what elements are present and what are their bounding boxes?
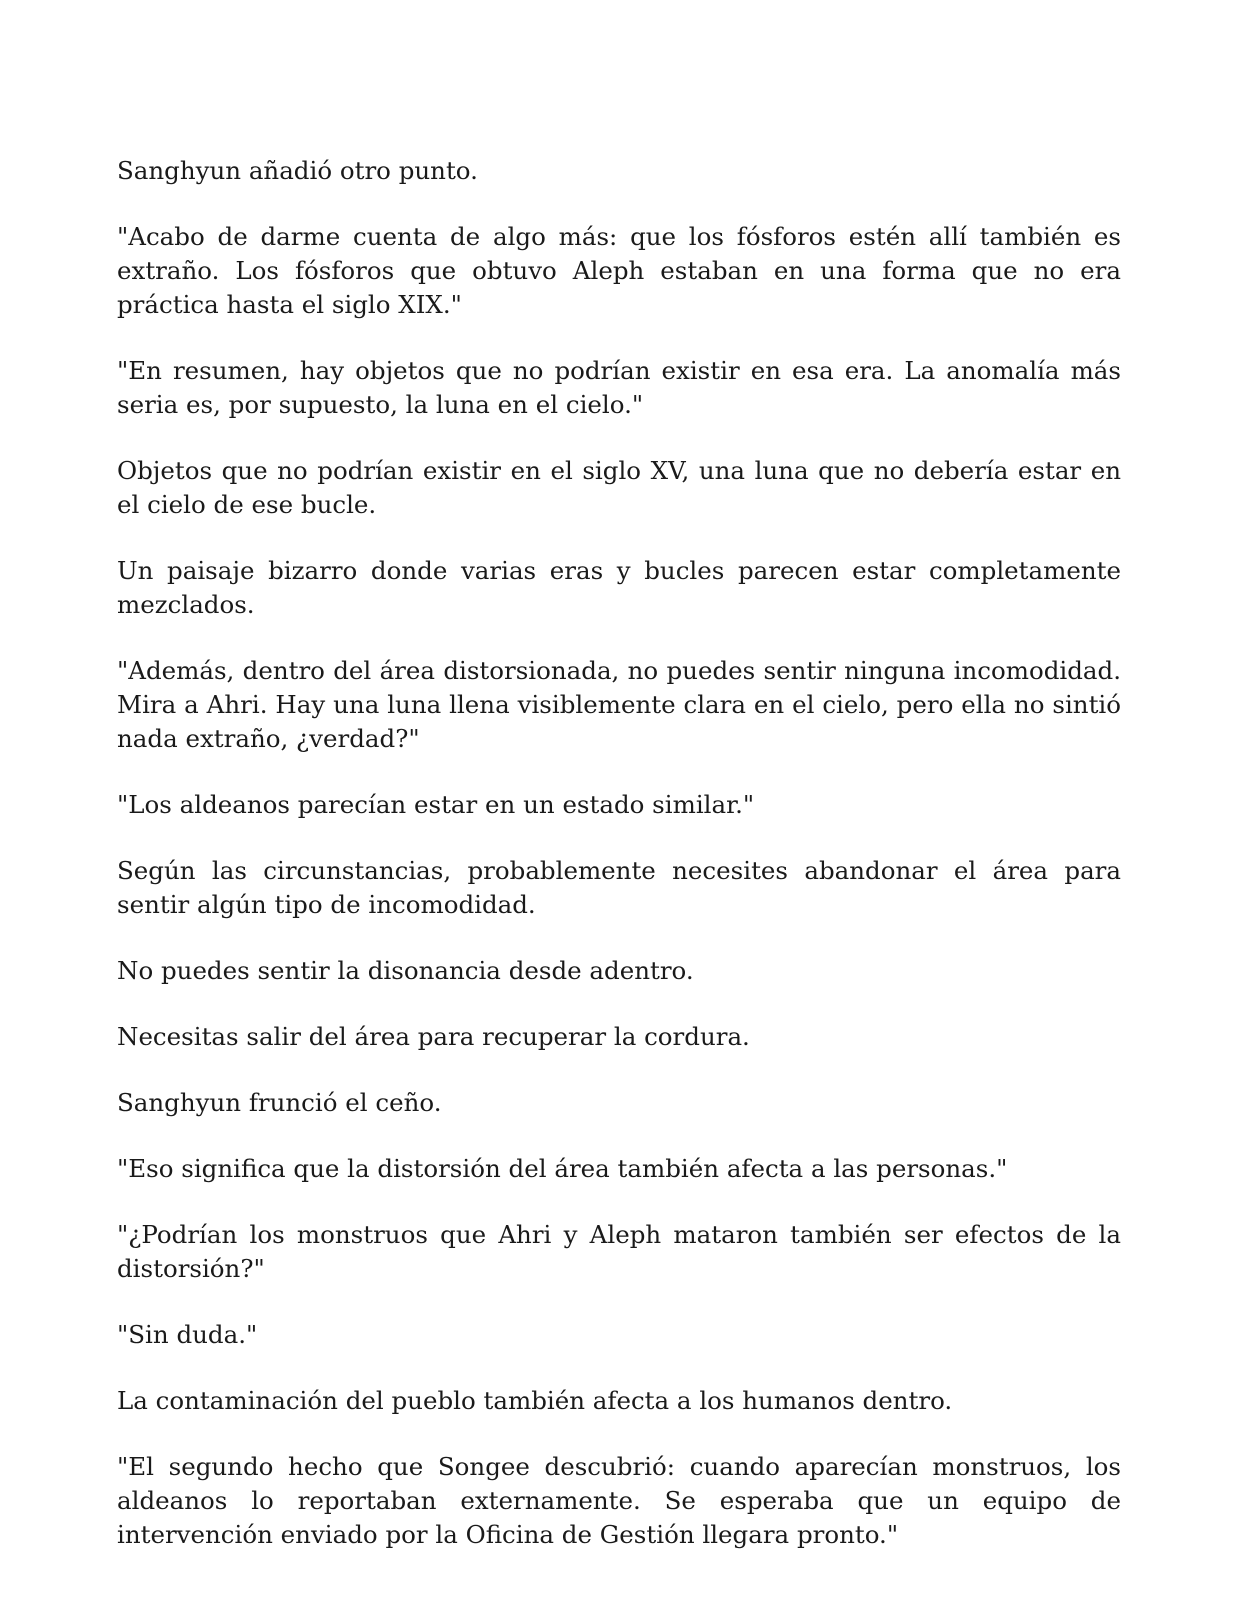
paragraph: Un paisaje bizarro donde varias eras y bucles parecen estar completamente mezclados.: [117, 556, 1121, 619]
paragraph: Objetos que no podrían existir en el siglo XV, una luna que no debería estar en el cielo de ese bucle.: [117, 456, 1121, 519]
paragraph: "El segundo hecho que Songee descubrió: cuando aparecían monstruos, los aldeanos lo reportaban externamente. Se esperaba que un equipo de intervención enviado por la Oficina de Gestión llegara pronto.": [117, 1452, 1121, 1549]
paragraph: Sanghyun añadió otro punto.: [117, 156, 478, 185]
paragraph: "Sin duda.": [117, 1320, 258, 1349]
document-page: [117, 154, 1121, 1552]
paragraph: "Acabo de darme cuenta de algo más: que los fósforos estén allí también es extraño. Los fósforos que obtuvo Aleph estaban en una forma que no era práctica hasta el siglo XIX.": [117, 222, 1121, 319]
paragraph: La contaminación del pueblo también afecta a los humanos dentro.: [117, 1386, 953, 1415]
paragraph: Según las circunstancias, probablemente necesites abandonar el área para sentir algún tipo de incomodidad.: [117, 856, 1121, 919]
paragraph: Sanghyun frunció el ceño.: [117, 1088, 442, 1117]
paragraph: "¿Podrían los monstruos que Ahri y Aleph mataron también ser efectos de la distorsión?": [117, 1220, 1121, 1283]
paragraph: "En resumen, hay objetos que no podrían existir en esa era. La anomalía más seria es, por supuesto, la luna en el cielo.": [117, 356, 1121, 419]
paragraph: "Eso significa que la distorsión del área también afecta a las personas.": [117, 1154, 1008, 1183]
paragraph: No puedes sentir la disonancia desde adentro.: [117, 956, 694, 985]
paragraph: Necesitas salir del área para recuperar la cordura.: [117, 1022, 750, 1051]
paragraph: "Los aldeanos parecían estar en un estado similar.": [117, 790, 755, 819]
paragraph: "Además, dentro del área distorsionada, no puedes sentir ninguna incomodidad. Mira a Ahri. Hay una luna llena visiblemente clara en el cielo, pero ella no sintió nada extraño, ¿verdad?": [117, 656, 1121, 753]
